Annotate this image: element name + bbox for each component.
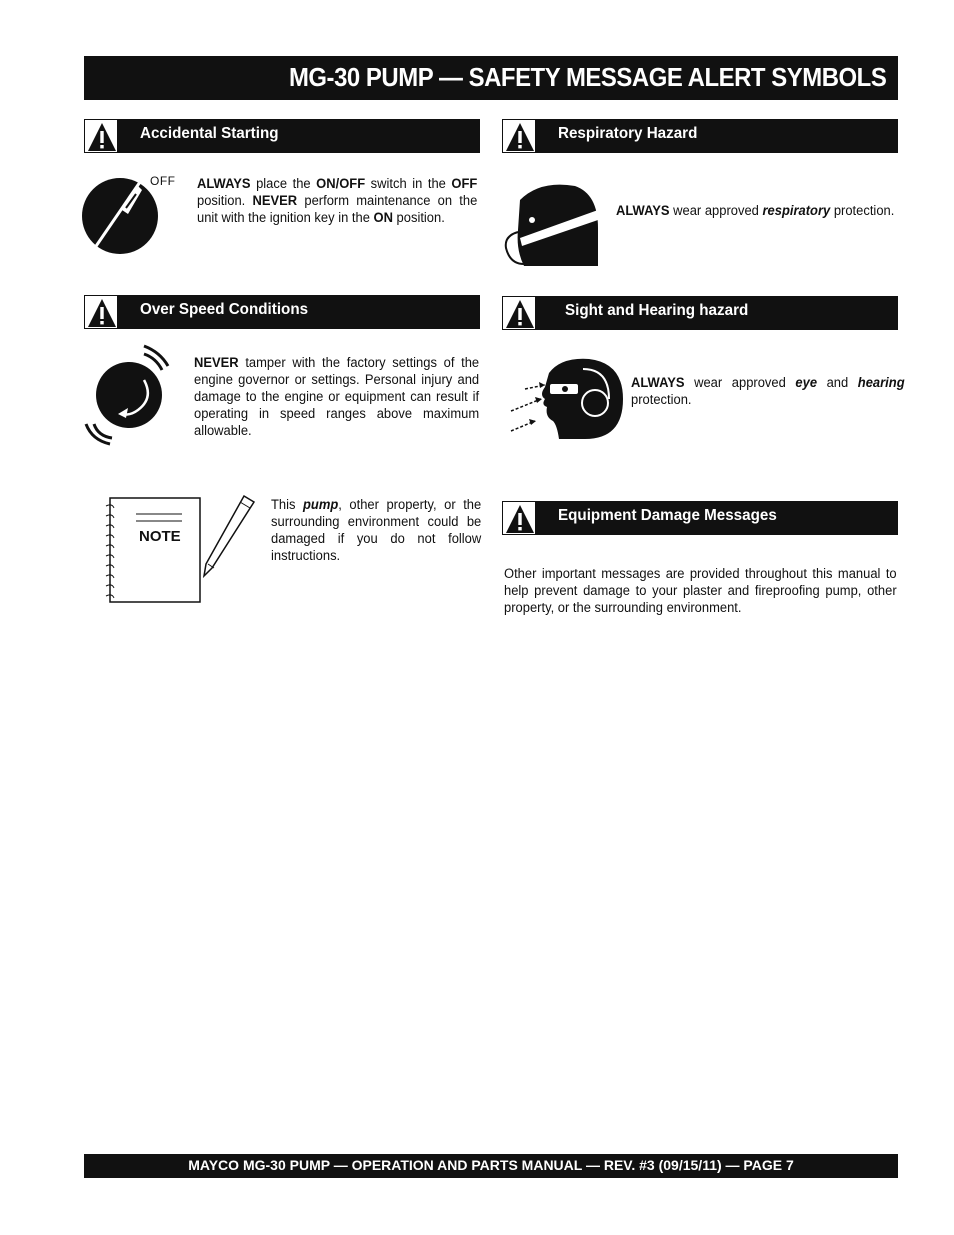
section-header-equipment-damage xyxy=(502,501,898,535)
footer-bar xyxy=(84,1154,898,1178)
section-header-respiratory-hazard xyxy=(502,119,898,153)
equipment-damage-text: Other important messages are provided throughout this manual to help prevent damage to your plaster and fireproofing pump, other property, or the surrounding environment. xyxy=(504,566,897,615)
page-title-bar xyxy=(84,56,898,100)
eye-ear-protection-icon xyxy=(505,355,629,448)
warning-triangle-icon xyxy=(84,295,118,329)
warning-triangle-icon xyxy=(502,119,536,153)
warning-triangle-icon xyxy=(84,119,118,153)
sight-hearing-text: ALWAYS wear approved eye and hearing protection. xyxy=(631,375,905,407)
accidental-starting-text: ALWAYS place the ON/OFF switch in the OFF position. NEVER perform maintenance on the unit with the ignition key in the ON position. xyxy=(197,176,478,225)
page-title: MG-30 PUMP — SAFETY MESSAGE ALERT SYMBOLS xyxy=(288,62,886,92)
section-header-accidental-starting xyxy=(84,119,480,153)
warning-triangle-icon xyxy=(502,296,536,330)
footer-text: MAYCO MG-30 PUMP — OPERATION AND PARTS MANUAL — REV. #3 (09/15/11) — PAGE 7 xyxy=(188,1157,794,1173)
section-header-over-speed xyxy=(84,295,480,329)
off-label: OFF xyxy=(150,174,176,188)
section-header-sight-hearing xyxy=(502,296,898,330)
respiratory-hazard-text: ALWAYS wear approved respiratory protection. xyxy=(616,203,895,218)
note-label: NOTE xyxy=(139,528,181,545)
section-heading: Accidental Starting xyxy=(140,125,279,142)
rotating-engine-icon xyxy=(82,340,182,453)
section-heading: Over Speed Conditions xyxy=(140,301,309,318)
section-heading: Equipment Damage Messages xyxy=(558,507,777,524)
section-heading: Respiratory Hazard xyxy=(558,125,698,142)
warning-triangle-icon xyxy=(502,501,536,535)
respirator-mask-icon xyxy=(500,180,600,275)
note-text: This pump, other property, or the surrounding environment could be damaged if you do not follow instructions. xyxy=(271,497,482,563)
over-speed-text: NEVER tamper with the factory settings of the engine governor or settings. Personal injury and damage to the engine or equipment can result if operating in speed ranges above maximum allowable. xyxy=(194,355,480,438)
section-heading: Sight and Hearing hazard xyxy=(565,302,749,319)
notebook-pencil-icon xyxy=(104,492,260,609)
